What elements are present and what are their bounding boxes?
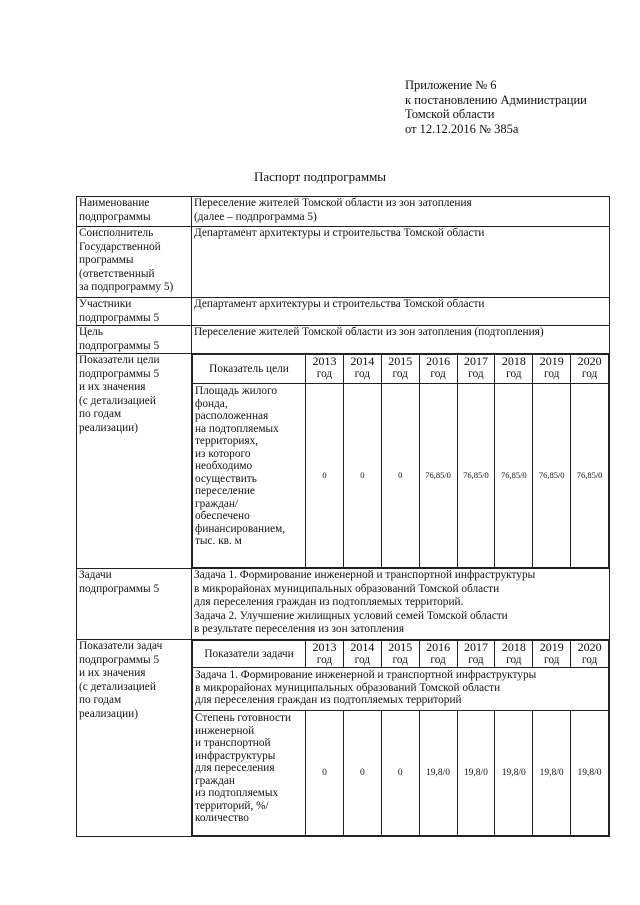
year-number: 2013 (312, 640, 337, 654)
year-number: 2015 (388, 640, 413, 654)
participants-label (77, 298, 192, 326)
task-indicator-row (193, 711, 609, 836)
text-line: Задача 2. Улучшение жилищных условий семей Томской области (194, 609, 508, 622)
text-line: осуществить (195, 472, 257, 485)
indicator-value: 0 (306, 384, 344, 568)
year-header (457, 355, 495, 384)
text-line: количество (195, 812, 249, 824)
year-header (381, 355, 419, 384)
goal-indicator-name (193, 384, 306, 568)
text-line: подпрограммы 5 (79, 311, 160, 324)
goal-value: Переселение жителей Томской области из зон затопления (подтопления) (192, 326, 610, 354)
text-line: (ответственный (79, 267, 155, 280)
year-header (419, 355, 457, 384)
row-task-indicators (77, 640, 610, 837)
text-line: программы (79, 254, 134, 266)
text-line: подпрограммы 5 (79, 582, 160, 595)
year-suffix: год (468, 367, 484, 380)
task1-text (193, 668, 609, 711)
text-line: в микрорайонах муниципальных образований Томской области (195, 681, 501, 694)
year-suffix: год (430, 367, 446, 380)
text-line: финансированием, (195, 522, 286, 535)
year-header (343, 641, 381, 668)
task-indicators-table (192, 640, 609, 836)
indicator-value: 19,8/0 (533, 711, 571, 836)
text-line: по годам (79, 694, 122, 706)
year-header (495, 355, 533, 384)
year-suffix: год (392, 653, 408, 666)
year-header (343, 355, 381, 384)
indicator-value: 0 (306, 711, 344, 836)
text-line: территорий, %/ (195, 799, 269, 812)
year-suffix: год (354, 653, 371, 666)
text-line: подпрограммы 5 (79, 339, 160, 352)
text-line: граждан/ (195, 497, 239, 510)
goal-label (77, 326, 192, 354)
indicator-value: 0 (381, 384, 419, 568)
goal-indicator-header: Показатель цели (193, 355, 306, 384)
goal-indicator-row (193, 384, 609, 568)
indicator-value: 19,8/0 (571, 711, 609, 836)
text-line: Участники (79, 298, 132, 310)
year-header (571, 355, 609, 384)
participants-value: Департамент архитектуры и строительства Томской области (192, 298, 610, 326)
row-name (77, 197, 610, 227)
goal-indicators-table (192, 354, 609, 568)
text-line: для переселения (195, 762, 275, 774)
year-header (533, 641, 571, 668)
appendix-line: от 12.12.2016 № 385а (405, 121, 519, 136)
text-line: Задача 1. Формирование инженерной и транспортной инфраструктуры (195, 669, 537, 681)
coexecutor-label (77, 227, 192, 298)
text-line: реализации) (79, 707, 138, 720)
year-suffix: год (468, 653, 484, 666)
year-suffix: год (543, 367, 560, 380)
year-number: 2019 (539, 354, 564, 368)
text-line: в результате переселения из зон затопления (194, 623, 405, 635)
year-suffix: год (506, 653, 522, 666)
text-line: из подтопляемых (195, 787, 279, 799)
appendix-line: Приложение № 6 (405, 78, 497, 92)
text-line: Показатели задач (79, 640, 163, 652)
year-suffix: год (316, 367, 333, 380)
year-header (306, 641, 344, 668)
text-line: и транспортной (195, 737, 271, 749)
text-line: и их значения (79, 381, 146, 393)
row-coexecutor (77, 227, 610, 298)
year-header (495, 641, 533, 668)
year-number: 2016 (426, 354, 451, 368)
text-line: из которого (195, 447, 251, 460)
task-indicators-header-row (193, 641, 609, 668)
year-suffix: год (506, 367, 522, 380)
year-number: 2014 (350, 354, 375, 368)
text-line: расположенная (195, 410, 269, 422)
text-line: Цель (79, 326, 103, 338)
text-line: (с детализацией (79, 680, 156, 693)
indicator-value: 76,85/0 (457, 384, 495, 568)
year-number: 2020 (577, 640, 602, 654)
text-line: для переселения граждан из подтопляемых территорий. (194, 596, 464, 608)
text-line: Соисполнитель (79, 227, 154, 239)
goal-indicators-label (77, 354, 192, 569)
text-line: в микрорайонах муниципальных образований Томской области (194, 582, 500, 595)
row-goal-indicators (77, 354, 610, 569)
text-line: фонда, (195, 397, 228, 410)
text-line: Степень готовности (195, 712, 292, 724)
year-number: 2018 (501, 640, 526, 654)
text-line: на подтопляемых (195, 422, 279, 435)
year-suffix: год (543, 653, 560, 666)
text-line: Показатели цели (79, 354, 160, 366)
text-line: Государственной (79, 240, 161, 253)
coexecutor-value: Департамент архитектуры и строительства Томской области (192, 227, 610, 298)
name-value: Переселение жителей Томской области из зон затопления (далее – подпрограмма 5) (192, 197, 610, 227)
text-line: инфраструктуры (195, 749, 276, 762)
year-header (457, 641, 495, 668)
indicator-value: 76,85/0 (533, 384, 571, 568)
indicator-value: 19,8/0 (495, 711, 533, 836)
row-participants (77, 298, 610, 326)
name-label: Наименование подпрограммы (77, 197, 192, 227)
row-goal (77, 326, 610, 354)
year-header (381, 641, 419, 668)
text-line: граждан (195, 774, 235, 787)
task1-row (193, 668, 609, 711)
appendix-note (405, 78, 587, 136)
appendix-line: к постановлению Администрации (405, 92, 587, 107)
text-line: обеспечено (195, 510, 250, 522)
indicator-value: 0 (381, 711, 419, 836)
year-suffix: год (581, 653, 598, 666)
year-number: 2019 (539, 640, 564, 654)
text-line: (с детализацией (79, 394, 156, 407)
text-line: необходимо (195, 460, 253, 472)
goal-indicators-cell (192, 354, 610, 569)
year-header (533, 355, 571, 384)
indicator-value: 19,8/0 (419, 711, 457, 836)
year-suffix: год (354, 367, 371, 380)
text-line: Площадь жилого (195, 385, 278, 397)
passport-table (76, 196, 610, 837)
year-header (419, 641, 457, 668)
text-line: переселение (195, 485, 255, 497)
text-line: и их значения (79, 667, 146, 679)
year-number: 2013 (312, 354, 337, 368)
task-indicators-label (77, 640, 192, 837)
task-indicator-name (193, 711, 306, 836)
year-header (571, 641, 609, 668)
year-number: 2018 (501, 354, 526, 368)
text-line: за подпрограмму 5) (79, 281, 174, 293)
year-number: 2020 (577, 354, 602, 368)
text-line: по годам (79, 408, 122, 420)
row-tasks (77, 569, 610, 640)
year-number: 2015 (388, 354, 413, 368)
year-header (306, 355, 344, 384)
text-line: реализации) (79, 421, 138, 434)
text-line: инженерной (195, 724, 255, 737)
year-number: 2016 (426, 640, 451, 654)
year-suffix: год (581, 367, 598, 380)
task-indicator-header: Показатели задачи (193, 641, 306, 668)
tasks-value (192, 569, 610, 640)
text-line: Задача 1. Формирование инженерной и транспортной инфраструктуры (194, 569, 536, 581)
tasks-label (77, 569, 192, 640)
indicator-value: 76,85/0 (419, 384, 457, 568)
year-suffix: год (316, 653, 333, 666)
page-title: Паспорт подпрограммы (253, 169, 387, 184)
indicator-value: 0 (343, 711, 381, 836)
text-line: подпрограммы 5 (79, 367, 160, 380)
year-suffix: год (430, 653, 446, 666)
year-number: 2017 (463, 354, 488, 368)
indicator-value: 76,85/0 (571, 384, 609, 568)
text-line: тыс. кв. м (195, 535, 242, 547)
goal-indicators-header-row (193, 355, 609, 384)
text-line: подпрограммы 5 (79, 653, 160, 666)
text-line: для переселения граждан из подтопляемых территорий (195, 694, 462, 706)
task-indicators-cell (192, 640, 610, 837)
year-number: 2014 (350, 640, 375, 654)
year-suffix: год (392, 367, 408, 380)
indicator-value: 0 (343, 384, 381, 568)
text-line: Задачи (79, 569, 112, 581)
indicator-value: 19,8/0 (457, 711, 495, 836)
text-line: территориях, (195, 435, 259, 447)
indicator-value: 76,85/0 (495, 384, 533, 568)
appendix-line: Томской области (405, 107, 495, 121)
year-number: 2017 (463, 640, 488, 654)
